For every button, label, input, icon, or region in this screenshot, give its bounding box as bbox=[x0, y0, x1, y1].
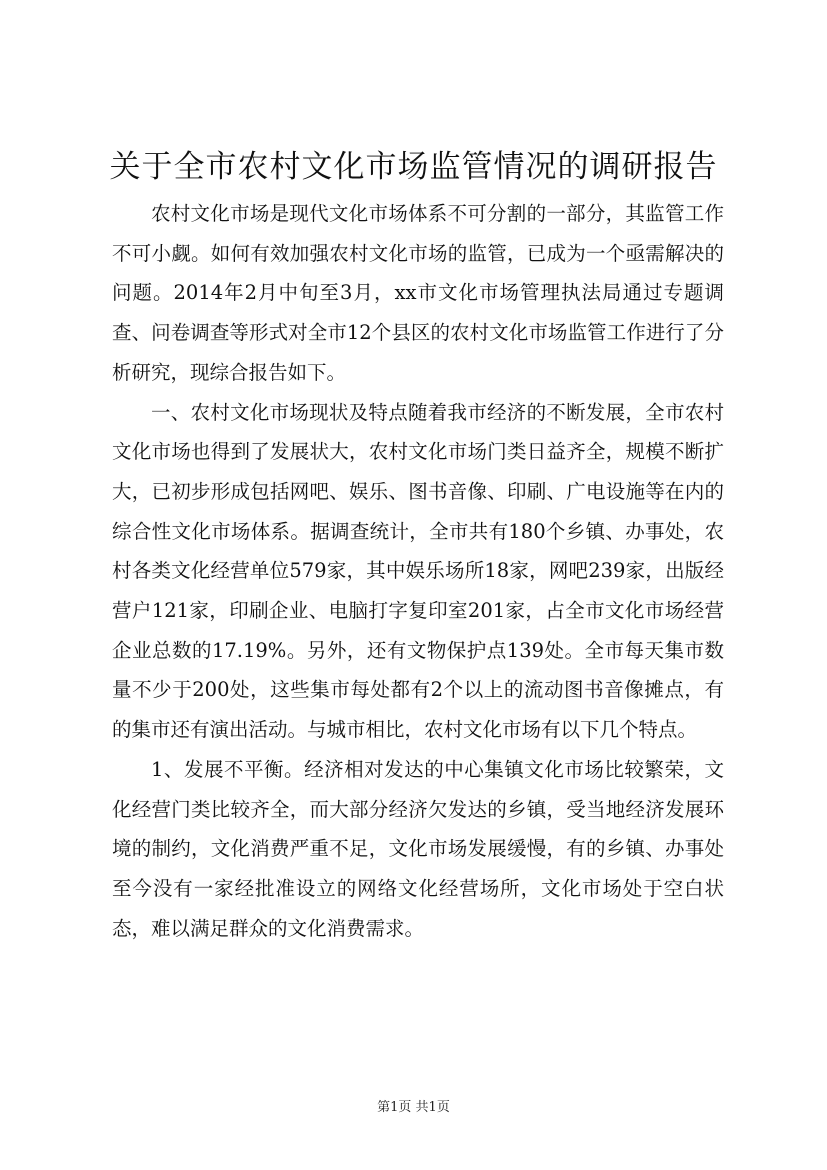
paragraph-section-one: 一、农村文化市场现状及特点随着我市经济的不断发展，全市农村文化市场也得到了发展状大，农村文化市场门类日益齐全，规模不断扩大，已初步形成包括网吧、娱乐、图书音像、印刷、广电设施等在内的综合性文化市场体系。据调查统计，全市共有180个乡镇、办事处，农村各类文化经营单位579家，其中娱乐场所18家，网吧239家，出版经营户121家，印刷企业、电脑打字复印室201家，占全市文化市场经营企业总数的17.19%。另外，还有文物保护点139处。全市每天集市数量不少于200处，这些集市每处都有2个以上的流动图书音像摊点，有的集市还有演出活动。与城市相比，农村文化市场有以下几个特点。 bbox=[112, 400, 724, 742]
paragraph-point-one: 1、发展不平衡。经济相对发达的中心集镇文化市场比较繁荣，文化经营门类比较齐全，而大部分经济欠发达的乡镇，受当地经济发展环境的制约，文化消费严重不足，文化市场发展缓慢，有的乡镇、办事处至今没有一家经批准设立的网络文化经营场所，文化市场处于空白状态，难以满足群众的文化消费需求。 bbox=[112, 757, 724, 940]
document-title: 关于全市农村文化市场监管情况的调研报告 bbox=[109, 149, 718, 185]
document-body bbox=[112, 194, 724, 948]
page-number-footer: 第1页 共1页 bbox=[377, 1100, 450, 1115]
paragraph-intro: 农村文化市场是现代文化市场体系不可分割的一部分，其监管工作不可小觑。如何有效加强农村文化市场的监管，已成为一个亟需解决的问题。2014年2月中旬至3月，xx市文化市场管理执法局通过专题调查、问卷调查等形式对全市12个县区的农村文化市场监管工作进行了分析研究，现综合报告如下。 bbox=[112, 202, 724, 384]
